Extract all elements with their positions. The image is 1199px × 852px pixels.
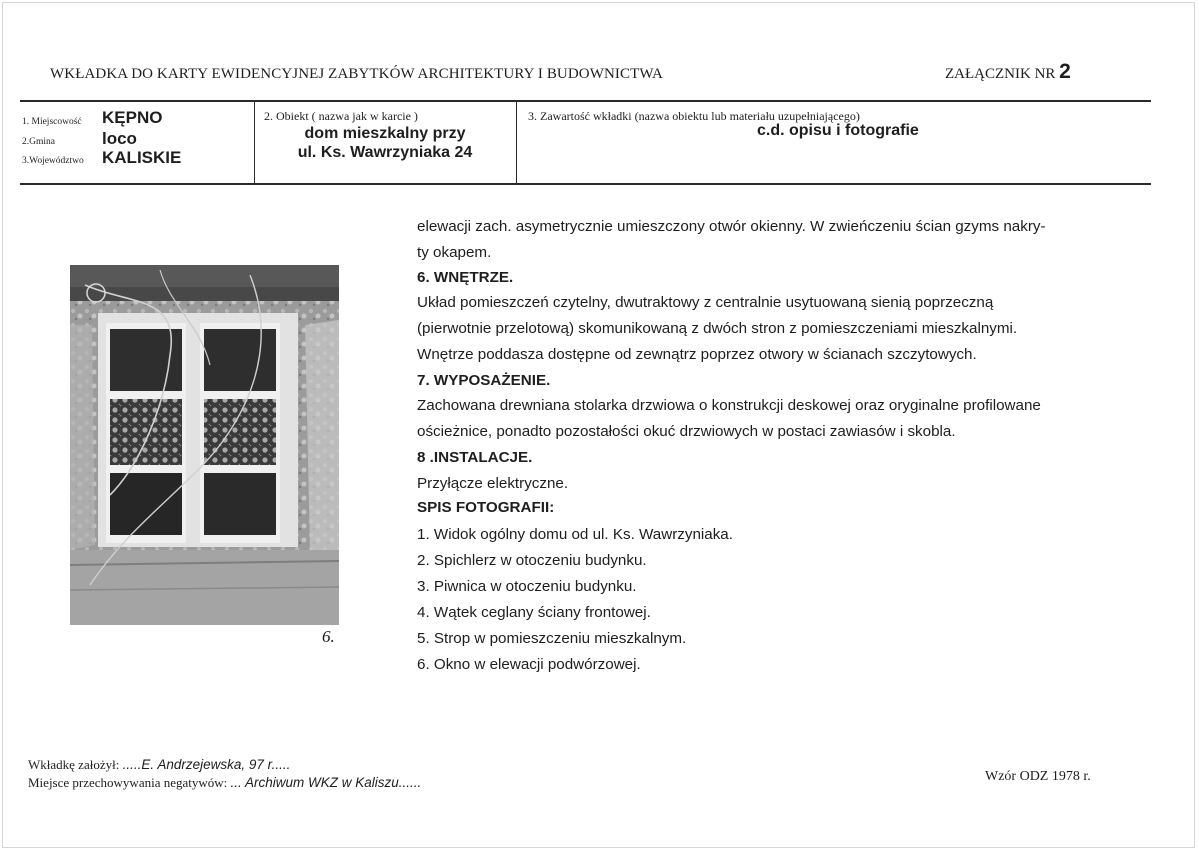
document-title: WKŁADKA DO KARTY EWIDENCYJNEJ ZABYTKÓW ARCHITEKTURY I BUDOWNICTWA <box>50 66 663 82</box>
object-name-line2: ul. Ks. Wawrzyniaka 24 <box>297 144 473 161</box>
storage-value: ... Archiwum WKZ w Kaliszu...... <box>230 775 422 790</box>
body-line: ościeżnice, ponadto pozostałości okuć drzwiowych w postaci zawiasów i skobla. <box>417 423 956 440</box>
column-divider-2 <box>516 102 517 185</box>
voivodeship-label: 3.Województwo <box>22 156 84 166</box>
photo-list-item: 2. Spichlerz w otoczeniu budynku. <box>417 552 647 569</box>
photo-list-item: 4. Wątek ceglany ściany frontowej. <box>417 604 651 621</box>
column-divider-1 <box>254 102 255 185</box>
form-model: Wzór ODZ 1978 r. <box>985 769 1091 784</box>
commune-value: loco <box>102 129 137 148</box>
voivodeship-value: KALISKIE <box>102 148 182 167</box>
window-photo-illustration <box>70 265 339 625</box>
section-heading-installations: 8 .INSTALACJE. <box>417 449 533 466</box>
window-photograph <box>70 265 339 625</box>
locality-label: 1. Miejscowość <box>22 117 82 127</box>
contents-value: c.d. opisu i fotografie <box>757 122 919 139</box>
annex-label <box>945 60 1071 84</box>
storage-label: Miejsce przechowywania negatywów: <box>28 775 228 790</box>
body-line: elewacji zach. asymetrycznie umieszczony otwór okienny. W zwieńczeniu ścian gzyms nakry- <box>417 218 1046 235</box>
annex-label-text: ZAŁĄCZNIK NR <box>945 66 1056 82</box>
contents-label: 3. Zawartość wkładki (nazwa obiektu lub materiału uzupełniającego) <box>528 109 860 123</box>
photo-list-item: 3. Piwnica w otoczeniu budynku. <box>417 578 637 595</box>
body-line: (pierwotnie przelotową) skomunikowaną z dwóch stron z pomieszczeniami mieszkalnymi. <box>417 320 1018 337</box>
photo-list-item: 5. Strop w pomieszczeniu mieszkalnym. <box>417 630 687 647</box>
object-label: 2. Obiekt ( nazwa jak w karcie ) <box>264 109 418 123</box>
author-line <box>28 757 290 773</box>
object-name-line1: dom mieszkalny przy <box>304 125 466 142</box>
commune-label: 2.Gmina <box>22 137 55 147</box>
body-line: Układ pomieszczeń czytelny, dwutraktowy z centralnie usytuowaną sienią poprzeczną <box>417 294 994 311</box>
header-bottom-rule <box>20 183 1151 185</box>
section-heading-furnishings: 7. WYPOSAŻENIE. <box>417 372 551 389</box>
annex-number: 2 <box>1059 60 1071 83</box>
header-top-rule <box>20 100 1151 102</box>
body-line: Wnętrze poddasza dostępne od zewnątrz poprzez otwory w ścianach szczytowych. <box>417 346 977 363</box>
section-heading-photo-list: SPIS FOTOGRAFII: <box>417 499 555 516</box>
body-line: Przyłącze elektryczne. <box>417 475 569 492</box>
body-line: ty okapem. <box>417 244 492 261</box>
body-line: Zachowana drewniana stolarka drzwiowa o konstrukcji deskowej oraz oryginalne profilowane <box>417 397 1041 414</box>
photo-list-item: 6. Okno w elewacji podwórzowej. <box>417 656 641 673</box>
author-value: .....E. Andrzejewska, 97 r..... <box>122 757 291 772</box>
section-heading-interior: 6. WNĘTRZE. <box>417 269 514 286</box>
author-label: Wkładkę założył: <box>28 757 120 772</box>
storage-line <box>28 775 421 791</box>
photo-caption: 6. <box>322 627 335 646</box>
locality-value: KĘPNO <box>102 108 163 127</box>
photo-list-item: 1. Widok ogólny domu od ul. Ks. Wawrzyniaka. <box>417 526 733 543</box>
